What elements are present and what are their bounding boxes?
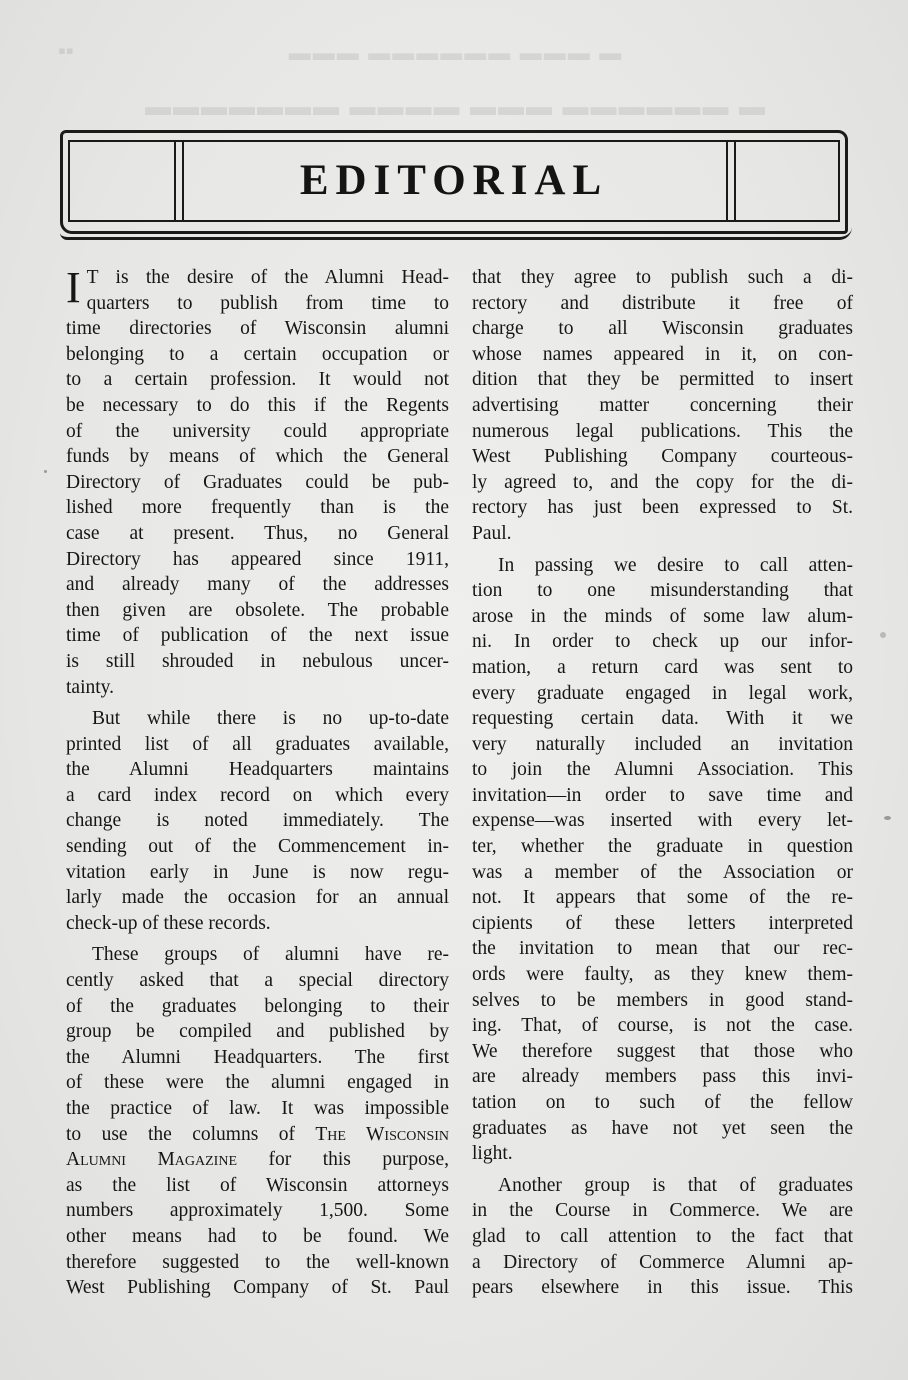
text-line: as the list of Wisconsin attorneys — [66, 1174, 449, 1196]
text-line: glad to call attention to the fact that — [472, 1225, 853, 1247]
text-line: tion to one misunderstanding that — [472, 580, 853, 602]
text-line: ni. In order to check up our infor- — [472, 631, 853, 653]
left-column — [66, 265, 449, 1301]
text-line: West Publishing Company courteous- — [472, 446, 853, 468]
text-line: Paul. — [472, 522, 512, 544]
text-line: whose names appeared in it, on con- — [472, 343, 853, 365]
text-line: ords were faulty, as they knew them- — [472, 964, 853, 986]
text-line: to a certain profession. It would not — [66, 369, 449, 391]
text-line: cipients of these letters interpreted — [472, 912, 853, 934]
text-line: Another group is that of graduates — [498, 1174, 853, 1196]
text-line: light. — [472, 1143, 513, 1165]
magazine-name-the: The Wisconsin — [315, 1123, 449, 1145]
paragraph-1 — [66, 265, 449, 700]
text-line: check-up of these records. — [66, 912, 271, 934]
paragraph-2 — [66, 706, 449, 936]
text-line: other means had to be found. We — [66, 1225, 449, 1247]
text-line: We therefore suggest that those who — [472, 1040, 853, 1062]
text-line: then given are obsolete. The probable — [66, 599, 449, 621]
text-line — [66, 1122, 449, 1148]
show-through-heading: ▬ ▬▬▬▬▬▬ ▬▬▬ ▬▬▬▬ ▬▬▬▬▬▬▬ — [143, 92, 765, 121]
text-line: tation on to such of the fellow — [472, 1092, 853, 1113]
text-line: vitation early in June is now regu- — [66, 861, 449, 883]
paragraph-3 — [66, 942, 449, 1300]
text-line: graduates as have not yet seen the — [472, 1117, 853, 1139]
text-line: West Publishing Company of St. Paul — [66, 1277, 449, 1299]
text-line: tainty. — [66, 676, 115, 698]
text-line: ly agreed to, and the copy for the di- — [472, 471, 853, 493]
text-line: every graduate engaged in legal work, — [472, 682, 853, 704]
text-line: change is noted immediately. The — [66, 810, 449, 832]
text-line: T is the desire of the Alumni Head- — [86, 267, 449, 288]
text-line: expense—was inserted with every let- — [472, 810, 853, 832]
banner-scroll-curl — [60, 227, 852, 240]
text-line: belonging to a certain occupation or — [66, 343, 449, 365]
text-line: is still shrouded in nebulous uncer- — [66, 650, 449, 672]
text-line: But while there is no up-to-date — [92, 708, 449, 730]
text-line: in the Course in Commerce. We are — [472, 1200, 853, 1222]
text-fragment: to use the columns of — [66, 1123, 316, 1145]
show-through-top: ▬ ▬▬▬ ▬▬▬▬▬▬ ▬▬▬ — [286, 40, 622, 65]
text-line: larly made the occasion for an annual — [66, 887, 449, 909]
show-through-page-number: ▪▪ — [58, 38, 74, 63]
text-line: ter, whether the graduate in question — [472, 836, 853, 858]
text-fragment: for this purpose, — [237, 1149, 449, 1171]
text-line: printed list of all graduates available, — [66, 733, 449, 755]
text-line: very naturally included an invitation — [472, 733, 853, 755]
text-line: the Alumni Headquarters maintains — [66, 759, 449, 781]
paper-speck — [884, 816, 891, 820]
text-line: These groups of alumni have re- — [92, 944, 449, 966]
text-line: requesting certain data. With it we — [472, 708, 853, 730]
text-line: be necessary to do this if the Regents — [66, 394, 449, 416]
text-line: cently asked that a special directory — [66, 970, 449, 992]
paper-speck — [44, 470, 47, 473]
text-line: Directory of Graduates could be pub- — [66, 471, 449, 493]
text-line: rectory and distribute it free of — [472, 292, 853, 314]
text-line: advertising matter concerning their — [472, 394, 853, 416]
text-line: mation, a return card was sent to — [472, 656, 853, 678]
paragraph-continued — [472, 265, 853, 547]
drop-cap: I — [66, 263, 81, 312]
text-line: Directory has appeared since 1911, — [66, 548, 449, 570]
text-line: group be compiled and published by — [66, 1021, 449, 1043]
text-line: selves to be members in good stand- — [472, 989, 853, 1011]
text-line — [66, 1147, 449, 1173]
text-line: a Directory of Commerce Alumni ap- — [472, 1251, 853, 1273]
text-line: numbers approximately 1,500. Some — [66, 1200, 449, 1222]
editorial-banner — [60, 130, 848, 234]
text-line: are already members pass this invi- — [472, 1066, 853, 1088]
text-line: funds by means of which the General — [66, 446, 449, 468]
text-line: sending out of the Commencement in- — [66, 836, 449, 858]
text-line: therefore suggested to the well-known — [66, 1251, 449, 1273]
paper-speck — [880, 632, 886, 638]
text-line: In passing we desire to call atten- — [498, 554, 853, 576]
text-line: of the university could appropriate — [66, 420, 449, 442]
text-line: the invitation to mean that our rec- — [472, 938, 853, 960]
text-line: arose in the minds of some law alum- — [472, 605, 853, 627]
text-line: numerous legal publications. This the — [472, 420, 853, 442]
text-line: of the graduates belonging to their — [66, 995, 449, 1017]
text-line: of these were the alumni engaged in — [66, 1072, 449, 1094]
text-line: and already many of the addresses — [66, 574, 449, 596]
magazine-name: Alumni Magazine — [66, 1149, 237, 1171]
text-line: was a member of the Association or — [472, 861, 853, 883]
text-line: rectory has just been expressed to St. — [472, 497, 853, 519]
text-line: invitation—in order to save time and — [472, 784, 853, 806]
text-line: the Alumni Headquarters. The first — [66, 1046, 449, 1068]
text-line: a card index record on which every — [66, 784, 449, 806]
text-line: ing. That, of course, is not the case. — [472, 1015, 853, 1037]
text-line: case at present. Thus, no General — [66, 522, 449, 544]
paragraph-5 — [472, 1173, 853, 1301]
text-line: the practice of law. It was impossible — [66, 1098, 449, 1119]
text-line: not. It appears that some of the re- — [472, 887, 853, 909]
text-line: charge to all Wisconsin graduates — [472, 318, 853, 340]
text-line: pears elsewhere in this issue. This — [472, 1277, 853, 1299]
text-line: that they agree to publish such a di- — [472, 267, 853, 288]
text-line: dition that they be permitted to insert — [472, 369, 853, 391]
text-line: to join the Alumni Association. This — [472, 759, 853, 781]
text-line: time directories of Wisconsin alumni — [66, 318, 449, 340]
text-line: lished more frequently than is the — [66, 497, 449, 519]
paragraph-4 — [472, 553, 853, 1167]
text-line: time of publication of the next issue — [66, 625, 449, 647]
right-column — [472, 265, 853, 1301]
text-line: quarters to publish from time to — [86, 292, 449, 314]
page-title: EDITORIAL — [299, 157, 609, 204]
